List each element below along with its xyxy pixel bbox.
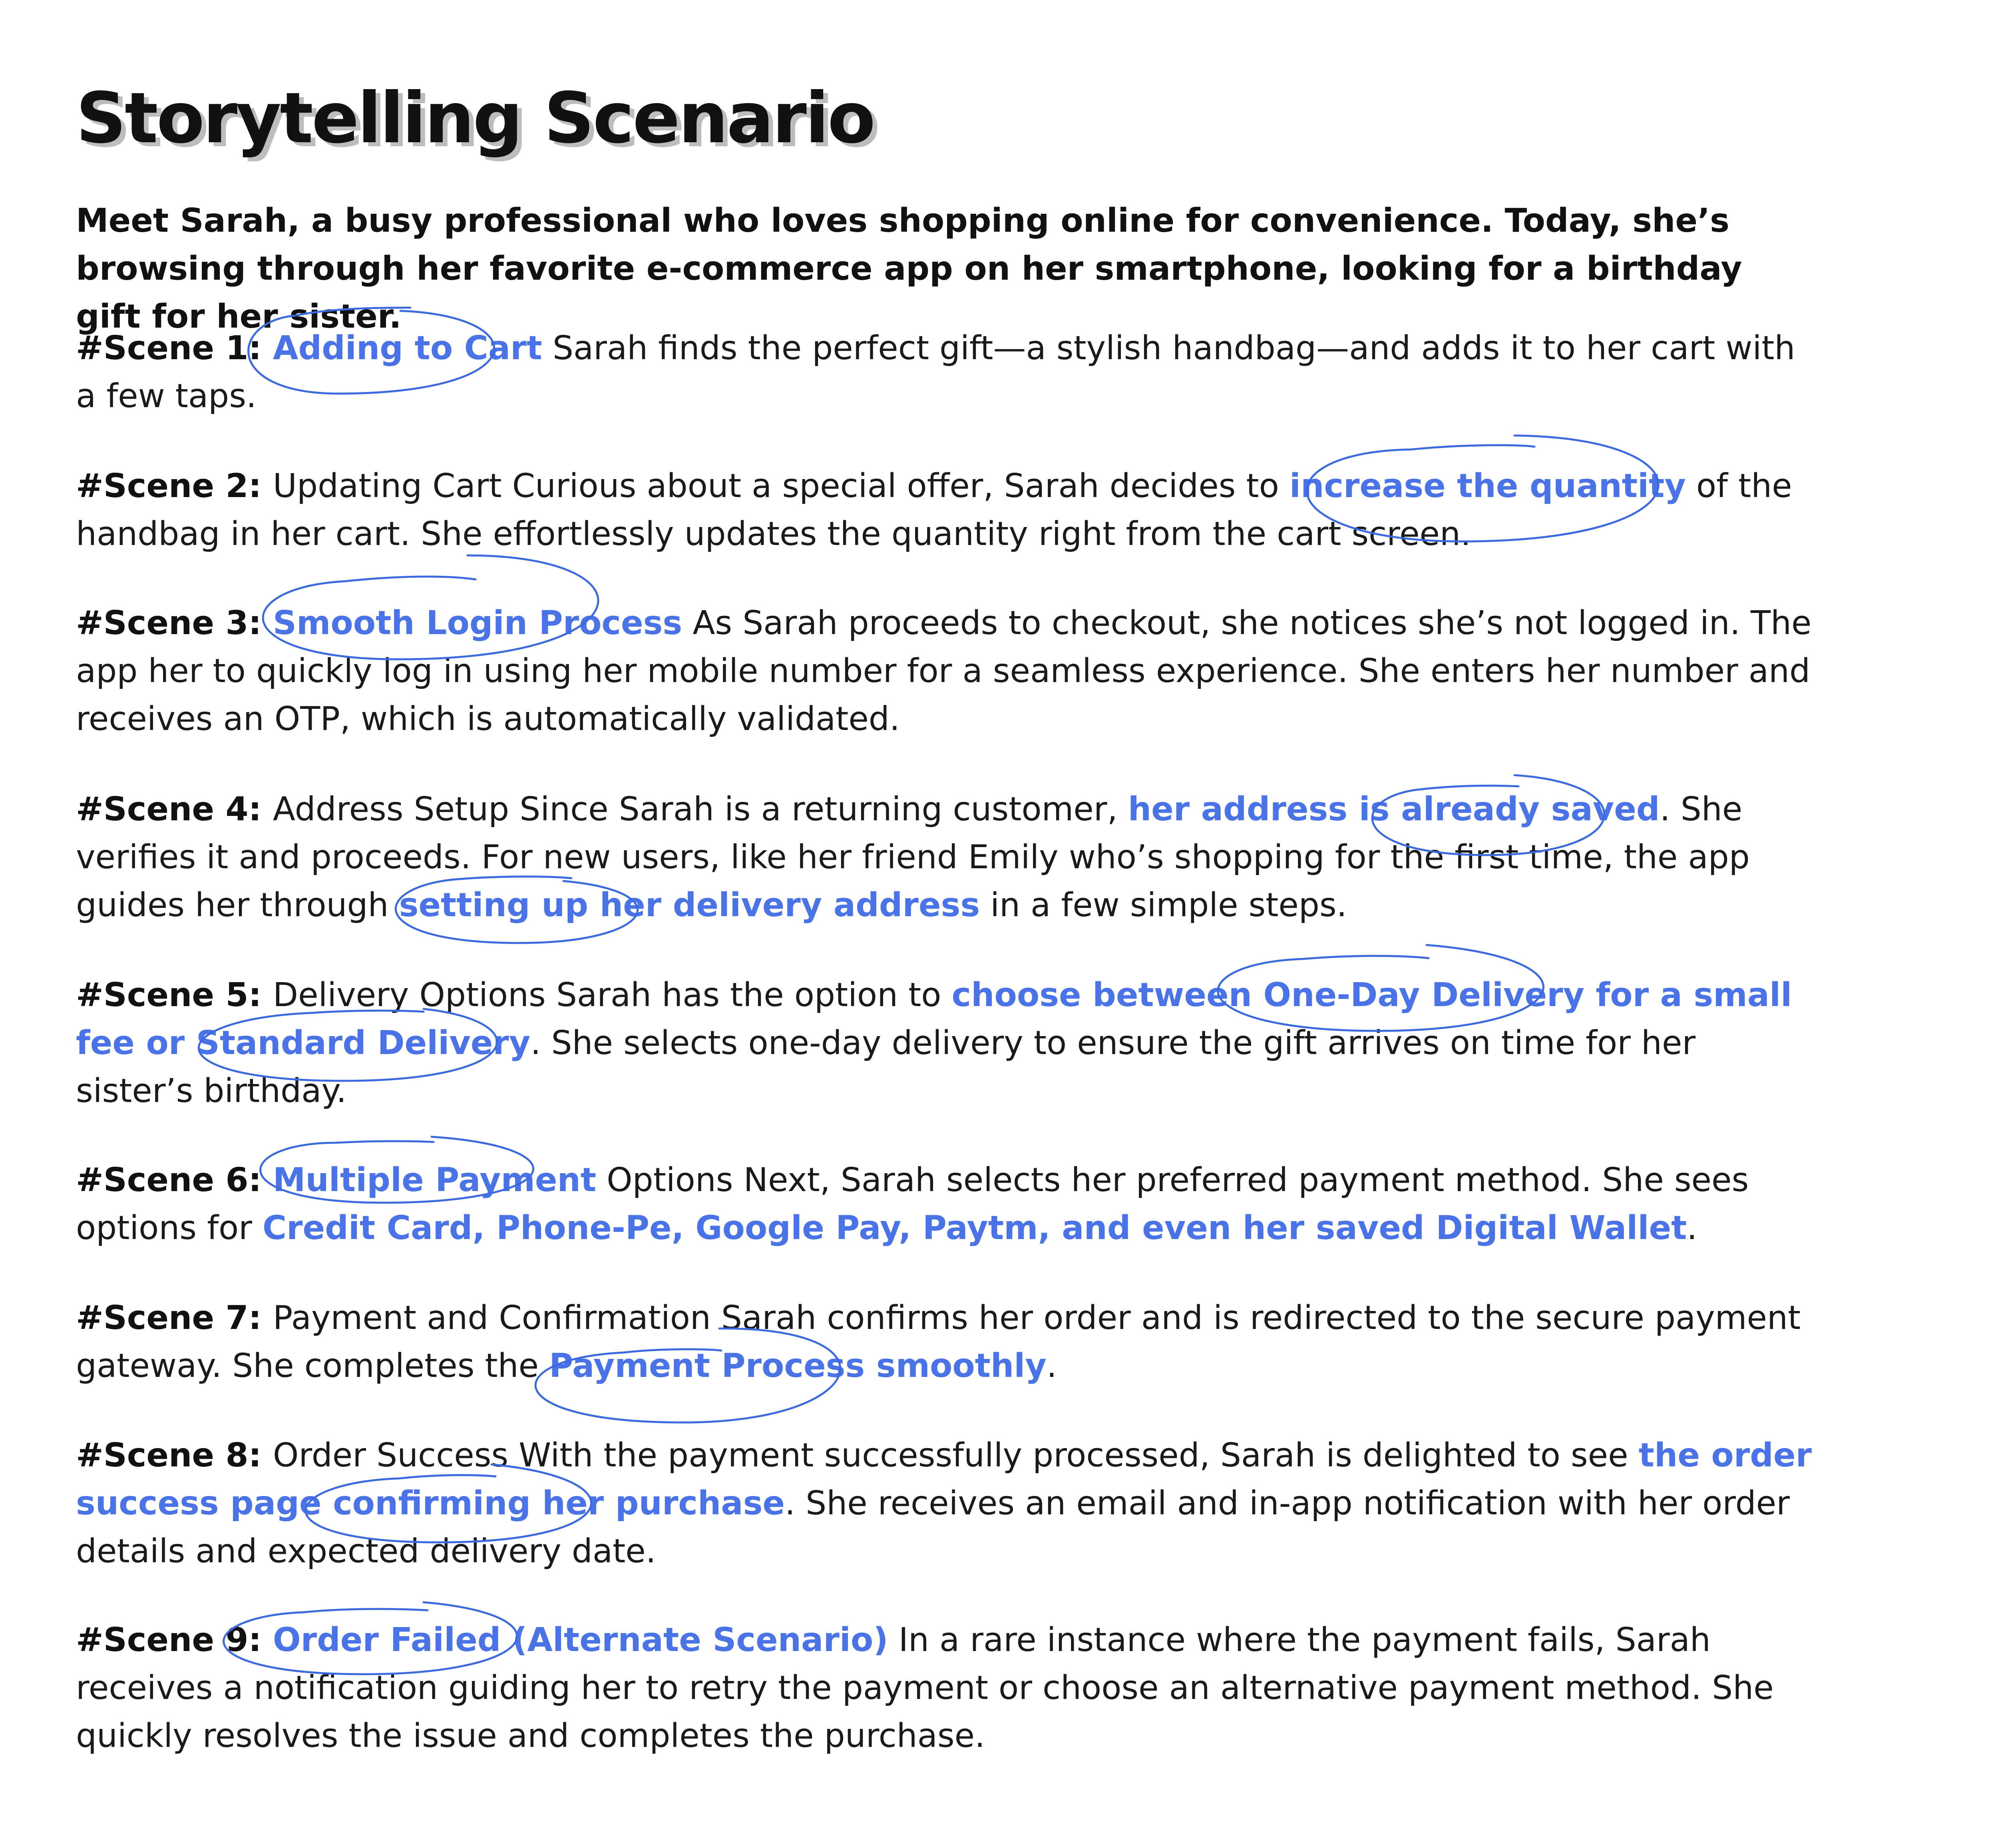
scene-highlight: choose between One-Day Delivery for a small fee or Standard Delivery [76,976,1792,1062]
page-title: Storytelling Scenario [76,78,874,159]
scene-3 [76,599,1814,743]
scene-highlight: Order Failed (Alternate Scenario) [273,1621,888,1659]
scene-5 [76,971,1814,1115]
scene-text: . She receives an email and in-app notification with her order details and expected delivery date. [76,1484,1790,1570]
scene-4 [76,786,1814,929]
scene-text: Options Next, Sarah selects her preferred payment method. She sees options for [76,1161,1749,1247]
scene-label: #Scene 3: [76,604,273,642]
scene-label: #Scene 5: [76,976,273,1014]
scene-highlight: Adding to Cart [273,329,542,367]
scene-highlight: increase the quantity [1289,467,1686,505]
scene-text: . She selects one-day delivery to ensure the gift arrives on time for her sister’s birthday. [76,1024,1696,1110]
scene-text: Delivery Options Sarah has the option to [273,976,952,1014]
scene-label: #Scene 2: [76,467,273,505]
scene-label: #Scene 9: [76,1621,273,1659]
scene-highlight: the order success page confirming her purchase [76,1436,1812,1522]
scene-text: . She verifies it and proceeds. For new users, like her friend Emily who’s shopping for the first time, the app guides her through [76,790,1750,924]
scene-text: Address Setup Since Sarah is a returning customer, [273,790,1128,828]
scene-highlight: Smooth Login Process [273,604,683,642]
scene-text: In a rare instance where the payment fails, Sarah receives a notification guiding her to retry the payment or choose an alternative payment method. She quickly resolves the issue and completes the purchase. [76,1621,1774,1755]
scene-7 [76,1294,1814,1390]
scene-highlight: Payment Process smoothly [549,1347,1047,1385]
scene-text: Updating Cart Curious about a special offer, Sarah decides to [273,467,1290,505]
scene-label: #Scene 1: [76,329,273,367]
scene-label: #Scene 8: [76,1436,273,1474]
scene-text: . [1046,1347,1057,1385]
scene-text: As Sarah proceeds to checkout, she notices she’s not logged in. The app her to quickly log in using her mobile number for a seamless experience. She enters her number and receives an OTP, which is automatically validated. [76,604,1812,738]
scene-text: Order Success With the payment successfully processed, Sarah is delighted to see [273,1436,1639,1474]
scene-text: of the handbag in her cart. She effortlessly updates the quantity right from the cart screen. [76,467,1792,553]
scene-label: #Scene 4: [76,790,273,828]
scene-8 [76,1432,1814,1575]
scene-label: #Scene 7: [76,1299,273,1337]
scene-highlight: Multiple Payment [273,1161,597,1199]
scene-2 [76,462,1814,558]
intro-paragraph: Meet Sarah, a busy professional who loves shopping online for convenience. Today, she’s browsing through her favorite e-commerce app on her smartphone, looking for a birthday gift for her sister. [76,202,1742,336]
scene-highlight: setting up her delivery address [399,886,980,924]
scene-label: #Scene 6: [76,1161,273,1199]
scene-text: Sarah finds the perfect gift—a stylish handbag—and adds it to her cart with a few taps. [76,329,1795,415]
scene-text: Payment and Confirmation Sarah confirms her order and is redirected to the secure payment gateway. She completes the [76,1299,1801,1385]
scene-1 [76,324,1814,420]
scene-highlight: Credit Card, Phone-Pe, Google Pay, Paytm, and even her saved Digital Wallet [262,1209,1687,1247]
scene-highlight: her address is already saved [1128,790,1660,828]
scene-text: . [1687,1209,1698,1247]
scene-6 [76,1156,1814,1252]
scene-text: in a few simple steps. [980,886,1347,924]
scene-9 [76,1616,1814,1760]
